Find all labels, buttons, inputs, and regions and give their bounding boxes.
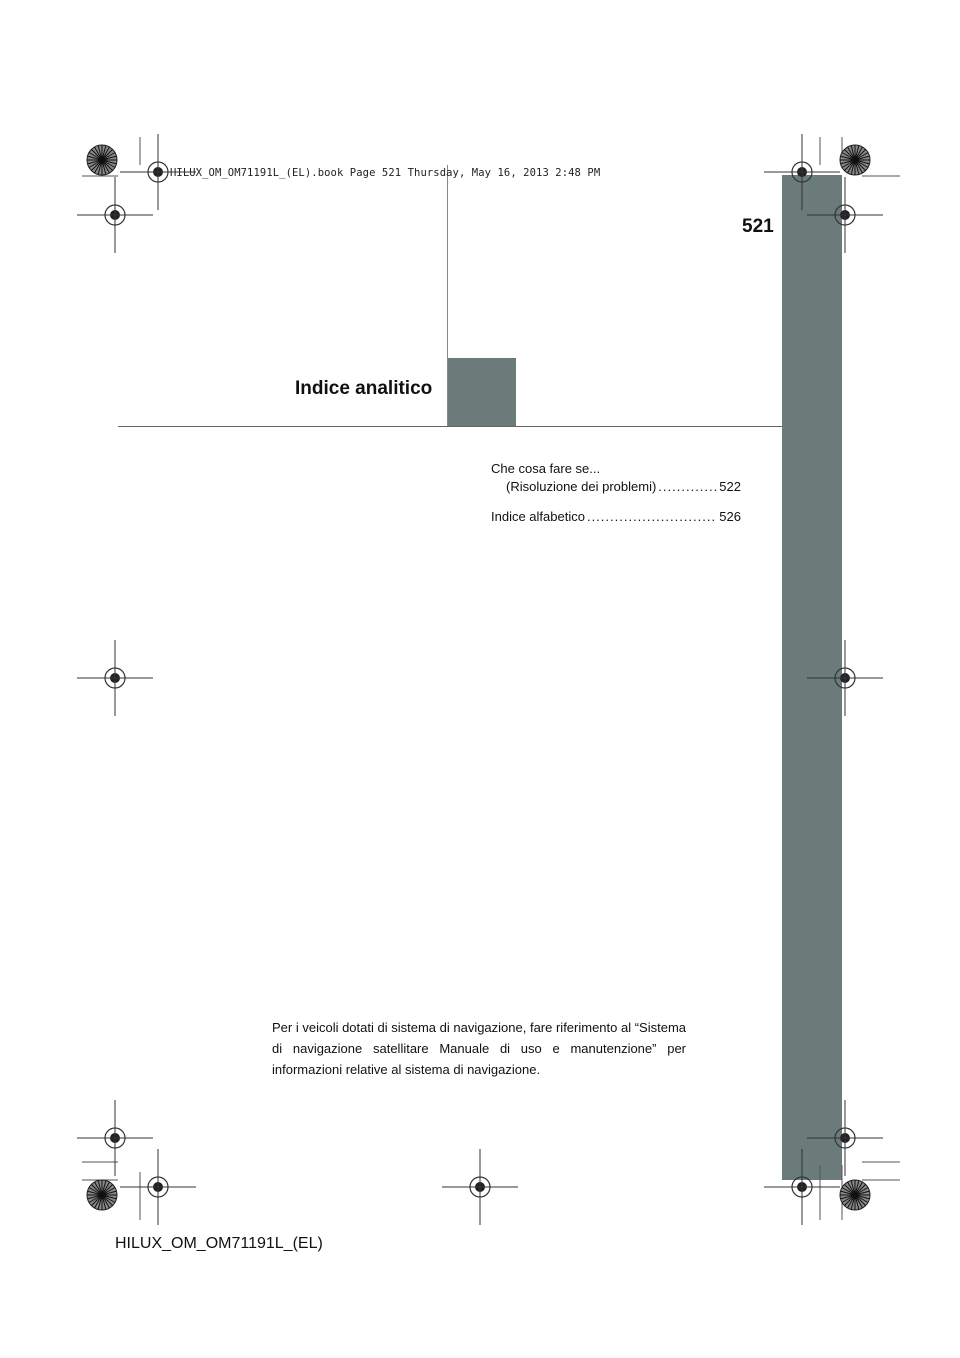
registration-mark-icon <box>807 1100 883 1176</box>
document-code: HILUX_OM_OM71191L_(EL) <box>115 1235 323 1252</box>
registration-mark-icon <box>807 177 883 253</box>
color-wheel-icon <box>87 145 117 175</box>
section-title: Indice analitico <box>295 378 433 399</box>
color-wheel-icon <box>87 1180 117 1210</box>
color-wheel-icon <box>840 145 870 175</box>
toc-item-page: 522 <box>719 479 741 494</box>
registration-mark-icon <box>807 640 883 716</box>
registration-mark-icon <box>120 1149 196 1225</box>
registration-mark-icon <box>77 1100 153 1176</box>
toc-item-label: Indice alfabetico <box>491 509 585 524</box>
toc-item-label: Che cosa fare se... <box>491 461 601 476</box>
registration-mark-icon <box>77 177 153 253</box>
registration-mark-icon <box>77 640 153 716</box>
navigation-note: Per i veicoli dotati di sistema di navigazione, fare riferimento al “Sistema di navigazione satellitare Manuale di uso e manutenzione” per informazioni relative al sistema di navigazione. <box>272 1020 687 1077</box>
registration-mark-icon <box>120 134 196 210</box>
toc-item-page: 526 <box>719 509 741 524</box>
page-number: 521 <box>742 216 774 237</box>
color-wheel-icon <box>840 1180 870 1210</box>
registration-mark-icon <box>764 134 840 210</box>
toc-item-label: (Risoluzione dei problemi) <box>506 479 657 494</box>
book-info-line: HILUX_OM_OM71191L_(EL).book Page 521 Thursday, May 16, 2013 2:48 PM <box>170 167 601 179</box>
registration-mark-icon <box>764 1149 840 1225</box>
registration-mark-icon <box>442 1149 518 1225</box>
